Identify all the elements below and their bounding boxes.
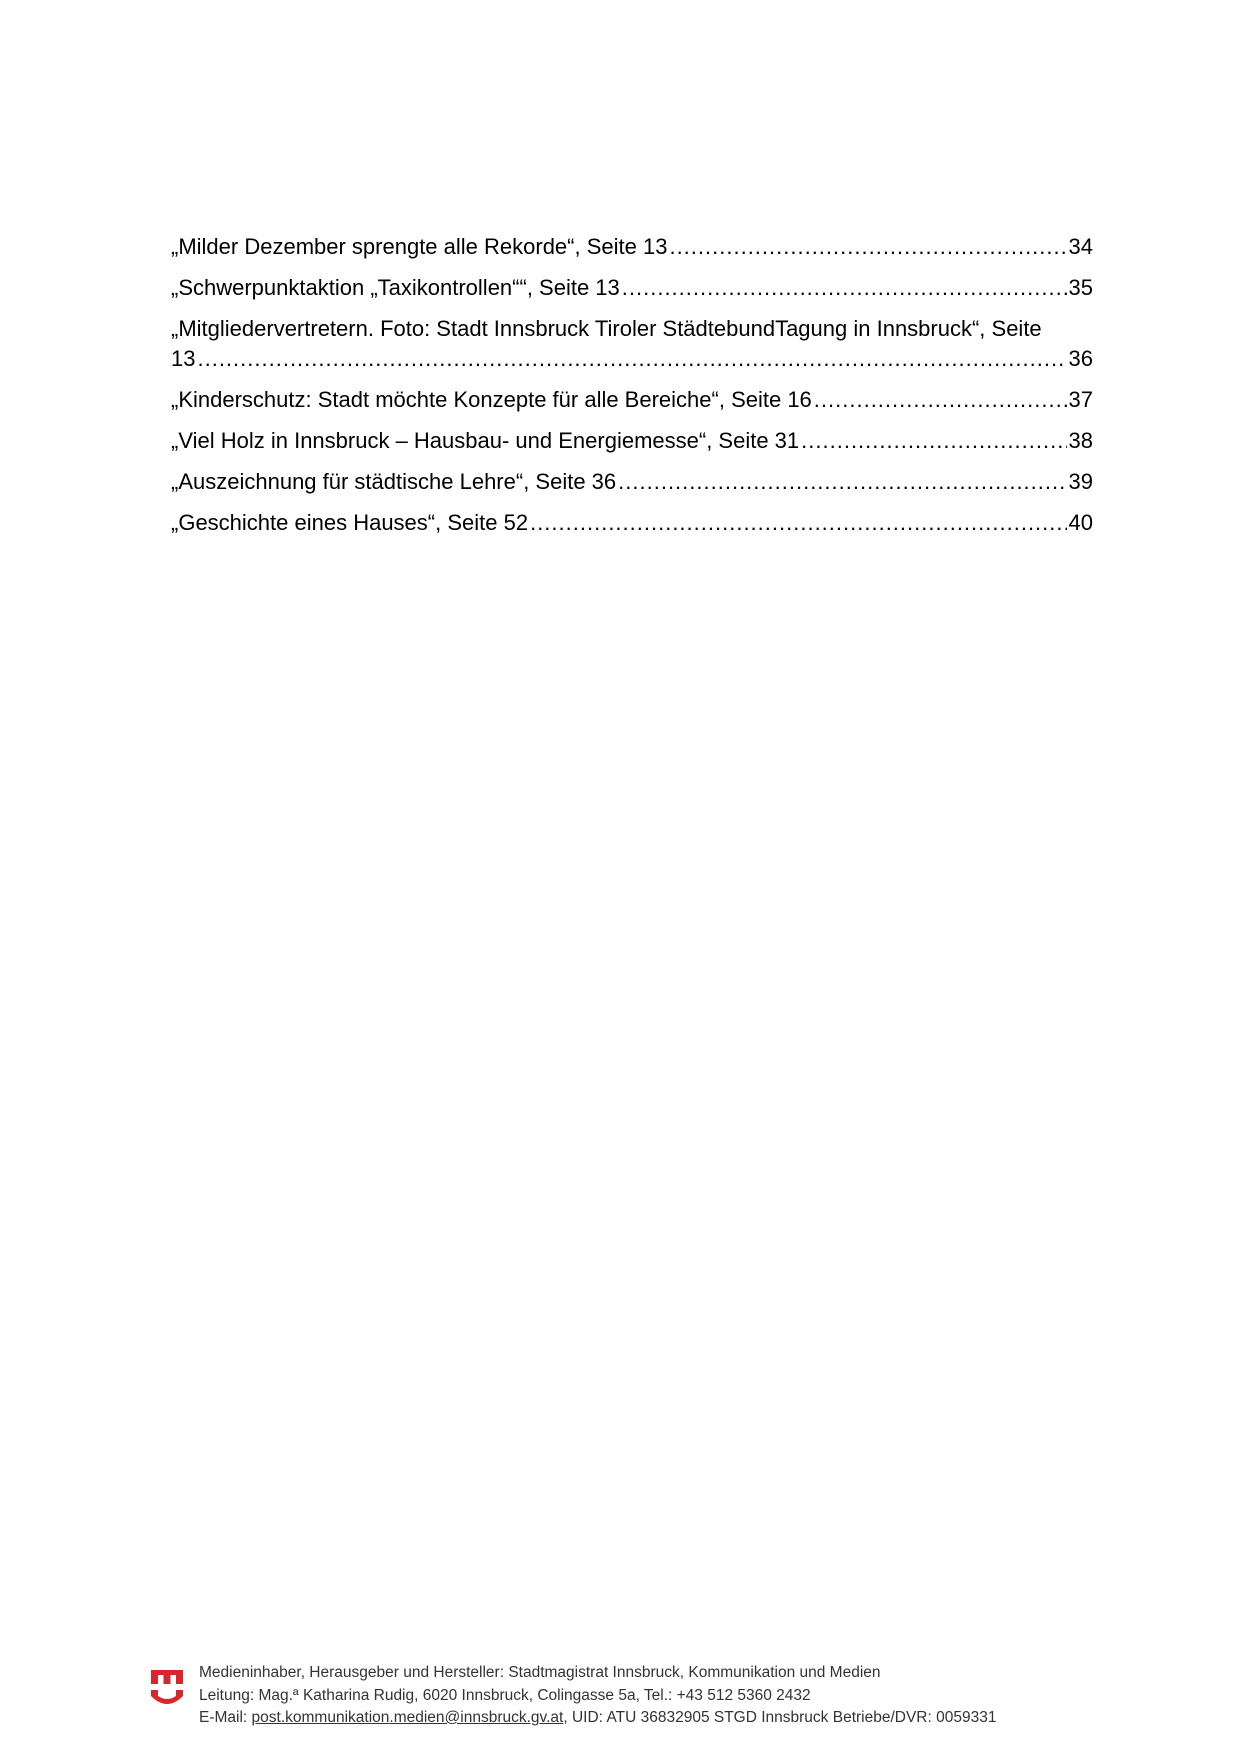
footer-imprint bbox=[199, 1662, 996, 1730]
toc-entry-title: „Milder Dezember sprengte alle Rekorde“, Seite 13 bbox=[171, 234, 668, 259]
toc-entry-page: 35 bbox=[1068, 275, 1093, 300]
toc-entry[interactable] bbox=[171, 508, 1093, 538]
toc-entry[interactable] bbox=[171, 426, 1093, 456]
innsbruck-logo-icon bbox=[150, 1668, 184, 1708]
page-footer bbox=[150, 1662, 1090, 1732]
toc-entry[interactable] bbox=[171, 273, 1093, 303]
footer-registration: , UID: ATU 36832905 STGD Innsbruck Betriebe/DVR: 0059331 bbox=[563, 1709, 997, 1726]
toc-entry-title: „Kinderschutz: Stadt möchte Konzepte für alle Bereiche“, Seite 16 bbox=[171, 387, 812, 412]
toc-entry[interactable] bbox=[171, 385, 1093, 415]
toc-leader-dots bbox=[622, 273, 1067, 303]
toc-leader-dots bbox=[801, 426, 1066, 456]
toc-entry-title: „Geschichte eines Hauses“, Seite 52 bbox=[171, 510, 529, 535]
toc-entry-page: 34 bbox=[1068, 234, 1093, 259]
toc-entry-line2 bbox=[171, 344, 1093, 374]
toc-leader-dots bbox=[197, 344, 1066, 374]
toc-entry[interactable] bbox=[171, 467, 1093, 497]
toc-entry-title: „Mitgliedervertretern. Foto: Stadt Innsbruck Tiroler StädtebundTagung in Innsbruck“, Seite bbox=[171, 316, 1042, 341]
email-link[interactable]: post.kommunikation.medien@innsbruck.gv.at bbox=[251, 1709, 564, 1726]
toc-entry-page: 39 bbox=[1068, 469, 1093, 494]
footer-line-publisher: Medieninhaber, Herausgeber und Hersteller: Stadtmagistrat Innsbruck, Kommunikation und Medien bbox=[199, 1664, 881, 1681]
toc-entry-title: „Viel Holz in Innsbruck – Hausbau- und Energiemesse“, Seite 31 bbox=[171, 428, 800, 453]
toc-entry[interactable] bbox=[171, 232, 1093, 262]
toc-leader-dots bbox=[530, 508, 1066, 538]
footer-line-management: Leitung: Mag.ª Katharina Rudig, 6020 Innsbruck, Colingasse 5a, Tel.: +43 512 5360 2432 bbox=[199, 1686, 811, 1704]
toc-entry-page: 37 bbox=[1068, 387, 1093, 412]
toc-entry-title-cont: 13 bbox=[171, 346, 196, 371]
toc-leader-dots bbox=[669, 232, 1066, 262]
footer-line-contact bbox=[199, 1707, 996, 1730]
toc-entry-title: „Auszeichnung für städtische Lehre“, Seite 36 bbox=[171, 469, 617, 494]
table-of-contents bbox=[171, 232, 1093, 549]
toc-leader-dots bbox=[814, 385, 1067, 415]
toc-entry[interactable] bbox=[171, 314, 1093, 374]
toc-entry-page: 38 bbox=[1068, 428, 1093, 453]
email-label: E-Mail: bbox=[199, 1709, 252, 1726]
toc-entry-page: 36 bbox=[1068, 346, 1093, 371]
toc-entry-page: 40 bbox=[1068, 510, 1093, 535]
toc-leader-dots bbox=[618, 467, 1066, 497]
toc-entry-title: „Schwerpunktaktion „Taxikontrollen““, Seite 13 bbox=[171, 275, 620, 300]
